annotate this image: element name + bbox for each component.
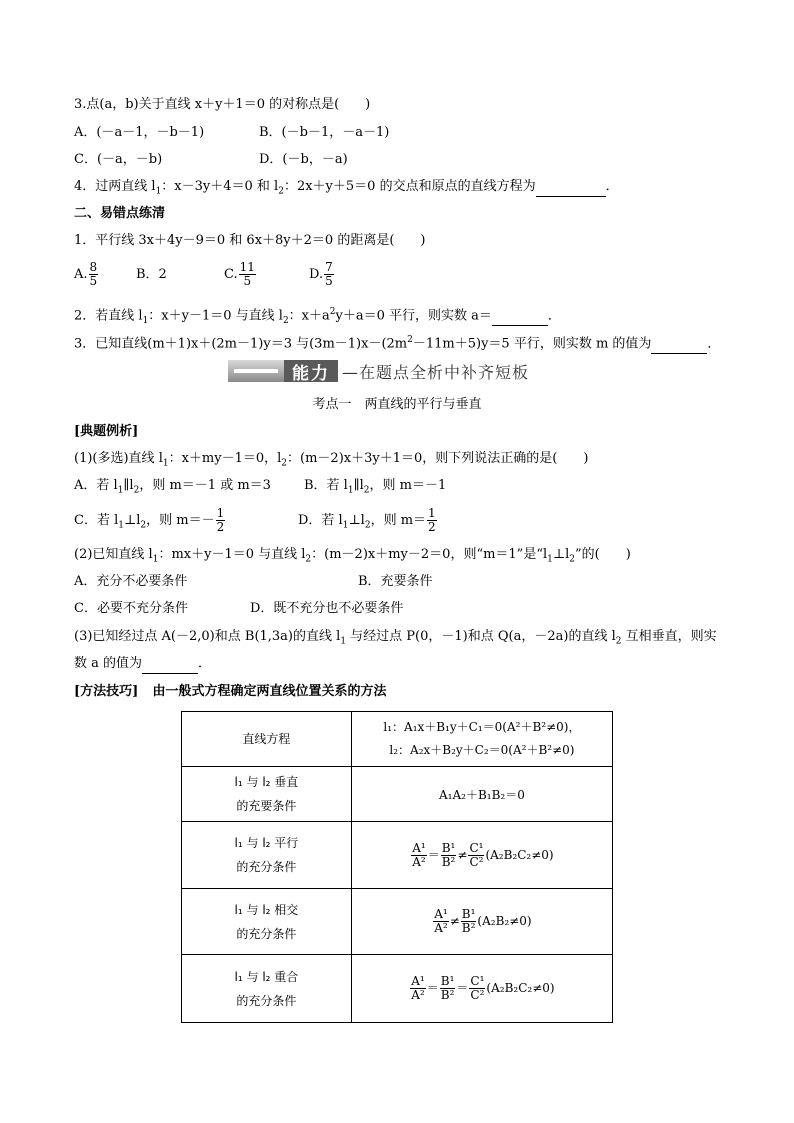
practice-1 [74,232,425,250]
method-heading [74,683,386,701]
option-d: D．(－b，－a) [259,152,348,167]
option-b: B．2 [136,267,167,282]
equation-l2: l₂：A₂x＋B₂y＋C₂＝0(A²＋B²≠0) [389,743,575,757]
table-row [182,767,613,822]
option-c: C．必要不充分条件 [74,601,188,616]
option-c: C. $\frac{11}{5}$ [224,260,255,288]
question-4: 4．过两直线 $l_1$：x－3y＋4＝0 和 $l_2$：2x＋y＋5＝0 的交点和原点的直线方程为 ． [74,179,619,197]
banner-bar [228,360,284,382]
question-3-options-row2 [74,151,348,169]
section-title: 二、易错点练清 [74,206,166,221]
method-title: 由一般式方程确定两直线位置关系的方法 [152,684,387,699]
example-q2-options-cd [74,600,404,618]
option-a: A．充分不必要条件 [74,574,188,589]
question-4-suffix: ：2x＋y＋5＝0 的交点和原点的直线方程为 [283,179,536,194]
question-4-end: ． [605,179,619,194]
table-row [182,712,613,767]
ability-banner [228,358,529,384]
table-header-cell: l₁ 与 l₂ 相交 的充分条件 [182,889,352,955]
banner-tag: 能力 [284,360,338,382]
practice-1-options [74,260,333,290]
answer-blank [142,655,198,674]
option-d: D．若 $l_1\perp l_2$，则 m＝ $\frac{1}{2}$ [298,506,436,534]
example-q1-options-ab [74,477,447,500]
question-4-prefix: 4．过两直线 l [74,179,156,194]
option-b: B．若 $l_1\parallel l_2$，则 m＝－1 [304,478,447,496]
option-d: D．既不充分也不必要条件 [250,601,404,616]
method-label: [方法技巧] [74,684,139,699]
table-cell: $\frac{\text{A¹}}{\text{A²}}$ ＝ $\frac{\text{B¹}}{\text{B²}}$ ＝ $\frac{\text{C¹}}{\text{C²}}$ (A₂B₂C₂≠0) [351,955,612,1023]
table-cell [351,712,612,767]
table-cell: $\frac{\text{A¹}}{\text{A²}}$ ＝ $\frac{\text{B¹}}{\text{B²}}$ ≠ $\frac{\text{C¹}}{\text{C²}}$ (A₂B₂C₂≠0) [351,822,612,889]
option-a: A．(－a－1，－b－1) [74,125,205,140]
option-c: C．(－a，－b) [74,152,163,167]
question-4-mid: ：x－3y＋4＝0 和 l [161,179,279,194]
answer-blank [492,307,548,326]
table-header-cell: l₁ 与 l₂ 重合 的充分条件 [182,955,352,1023]
table-header-cell: l₁ 与 l₂ 垂直 的充要条件 [182,767,352,822]
example-q3-line2: 数 a 的值为 ． [74,655,211,674]
banner-subtitle: —在题点全析中补齐短板 [342,362,530,382]
practice-1-text: 1．平行线 3x＋4y－9＝0 和 6x＋8y＋2＝0 的距离是( ) [74,233,426,248]
topic-title: 考点一 两直线的平行与垂直 [312,397,482,412]
option-b: B．充要条件 [358,574,433,589]
method-table [181,711,613,1023]
example-label: [典题例析] [74,424,139,439]
option-d: D. $\frac{7}{5}$ [309,260,333,288]
table-cell: $\frac{\text{A¹}}{\text{A²}}$ ≠ $\frac{\text{B¹}}{\text{B²}}$ (A₂B₂≠0) [351,889,612,955]
answer-blank [651,335,707,354]
option-b: B．(－b－1，－a－1) [259,125,390,140]
example-q3-line1: (3)已知经过点 A(－2,0)和点 B(1,3a)的直线 $l_1$ 与经过点 P(0，－1)和点 Q(a，－2a)的直线 $l_2$ 互相垂直，则实 [74,629,717,647]
question-3 [74,96,370,114]
option-a: A. $\frac{8}{5}$ [74,260,98,288]
practice-2: 2．若直线 $l_1$：x＋y－1＝0 与直线 $l_2$：$x+a^2y+a=0$ 平行，则实数 a＝ ． [74,307,561,326]
table-row [182,822,613,889]
question-3-options-row1 [74,124,390,142]
option-a: A．若 $l_1\parallel l_2$，则 m＝－1 或 m＝3 [74,478,271,496]
example-q1-options-cd [74,506,436,541]
table-header-cell: 直线方程 [182,712,352,767]
answer-blank [536,178,606,197]
example-q2-options-ab [74,573,433,591]
equation-l1: l₁：A₁x＋B₁y＋C₁＝0(A²＋B²≠0)， [383,720,581,734]
table-header-cell: l₁ 与 l₂ 平行 的充分条件 [182,822,352,889]
table-row [182,955,613,1023]
table-cell: A₁A₂＋B₁B₂＝0 [351,767,612,822]
question-3-text: 3.点(a，b)关于直线 x＋y＋1＝0 的对称点是( ) [74,97,371,112]
example-q2: (2)已知直线 $l_1$：mx＋y－1＝0 与直线 $l_2$：(m－2)x＋my－2＝0，则“m＝1”是“$l_1\perp l_2$”的( ) [74,547,631,565]
table-row [182,889,613,955]
example-q1: (1)(多选)直线 $l_1$：x＋my－1＝0，$l_2$：(m－2)x＋3y＋1＝0，则下列说法正确的是( ) [74,451,589,469]
practice-3: 3．已知直线(m＋1)x＋(2m－1)y＝3 与$(3m-1)x-(2m^2-11m+5)y=5$ 平行，则实数 m 的值为 ． [74,331,720,354]
option-c: C．若 $l_1\perp l_2$，则 m＝－ $\frac{1}{2}$ [74,506,225,534]
